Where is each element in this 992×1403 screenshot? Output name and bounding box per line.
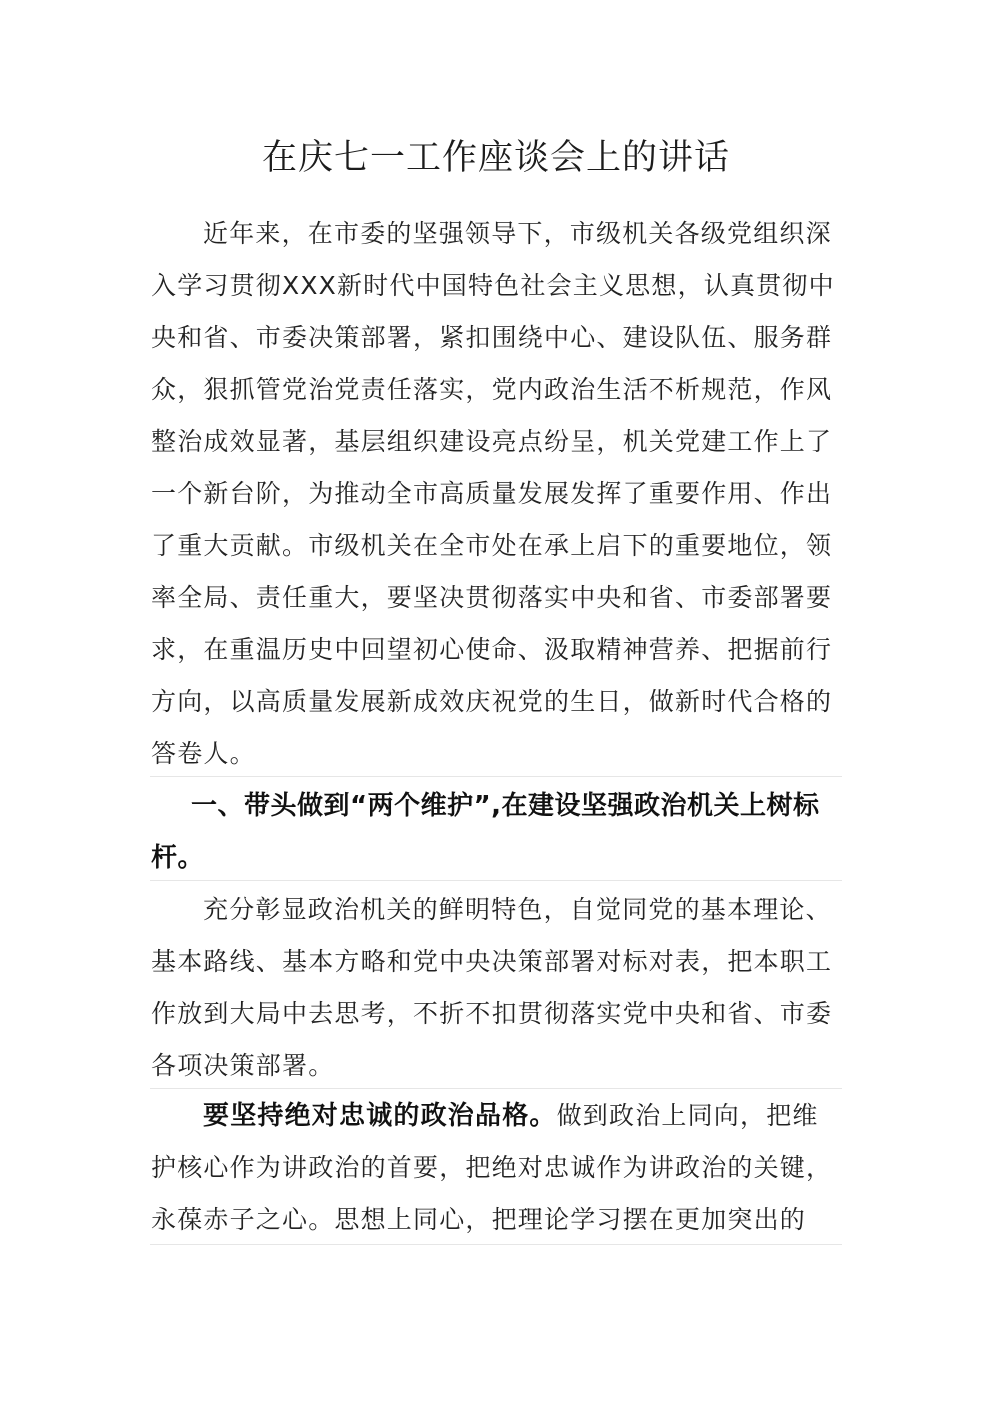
- divider: [150, 880, 842, 881]
- divider: [150, 1088, 842, 1089]
- section-heading-1: 一、带头做到“两个维护”,在建设坚强政治机关上树标杆。: [151, 791, 820, 873]
- divider: [150, 1244, 842, 1245]
- paragraph-body-text: 做到政治上同向，把维护核心作为讲政治的首要，把绝对忠诚作为讲政治的关键，永葆赤子之心。思想上同心，把理论学习摆在更加突出的: [151, 1101, 833, 1234]
- document-title: 在庆七一工作座谈会上的讲话: [261, 138, 730, 178]
- paragraph-intro: 近年来，在市委的坚强领导下，市级机关各级党组织深入学习贯彻XXX新时代中国特色社会主义思想，认真贯彻中央和省、市委决策部署，紧扣围绕中心、建设队伍、服务群众，狠抓管党治党责任落实，党内政治生活不析规范，作风整治成效显著，基层组织建设亮点纷呈，机关党建工作上了一个新台阶，为推动全市高质量发展发挥了重要作用、作出了重大贡献。市级机关在全市处在承上启下的重要地位，领率全局、责任重大，要坚决贯彻落实中央和省、市委部署要求，在重温历史中回望初心使命、汲取精神营养、把据前行方向，以高质量发展新成效庆祝党的生日，做新时代合格的答卷人。: [151, 219, 835, 768]
- paragraph-loyalty: [151, 1090, 841, 1246]
- paragraph-political-organ: 充分彰显政治机关的鲜明特色，自觉同党的基本理论、基本路线、基本方略和党中央决策部署对标对表，把本职工作放到大局中去思考，不折不扣贯彻落实党中央和省、市委各项决策部署。: [151, 895, 833, 1080]
- paragraph-lead-text: 要坚持绝对忠诚的政治品格。: [203, 1101, 557, 1131]
- divider: [150, 776, 842, 777]
